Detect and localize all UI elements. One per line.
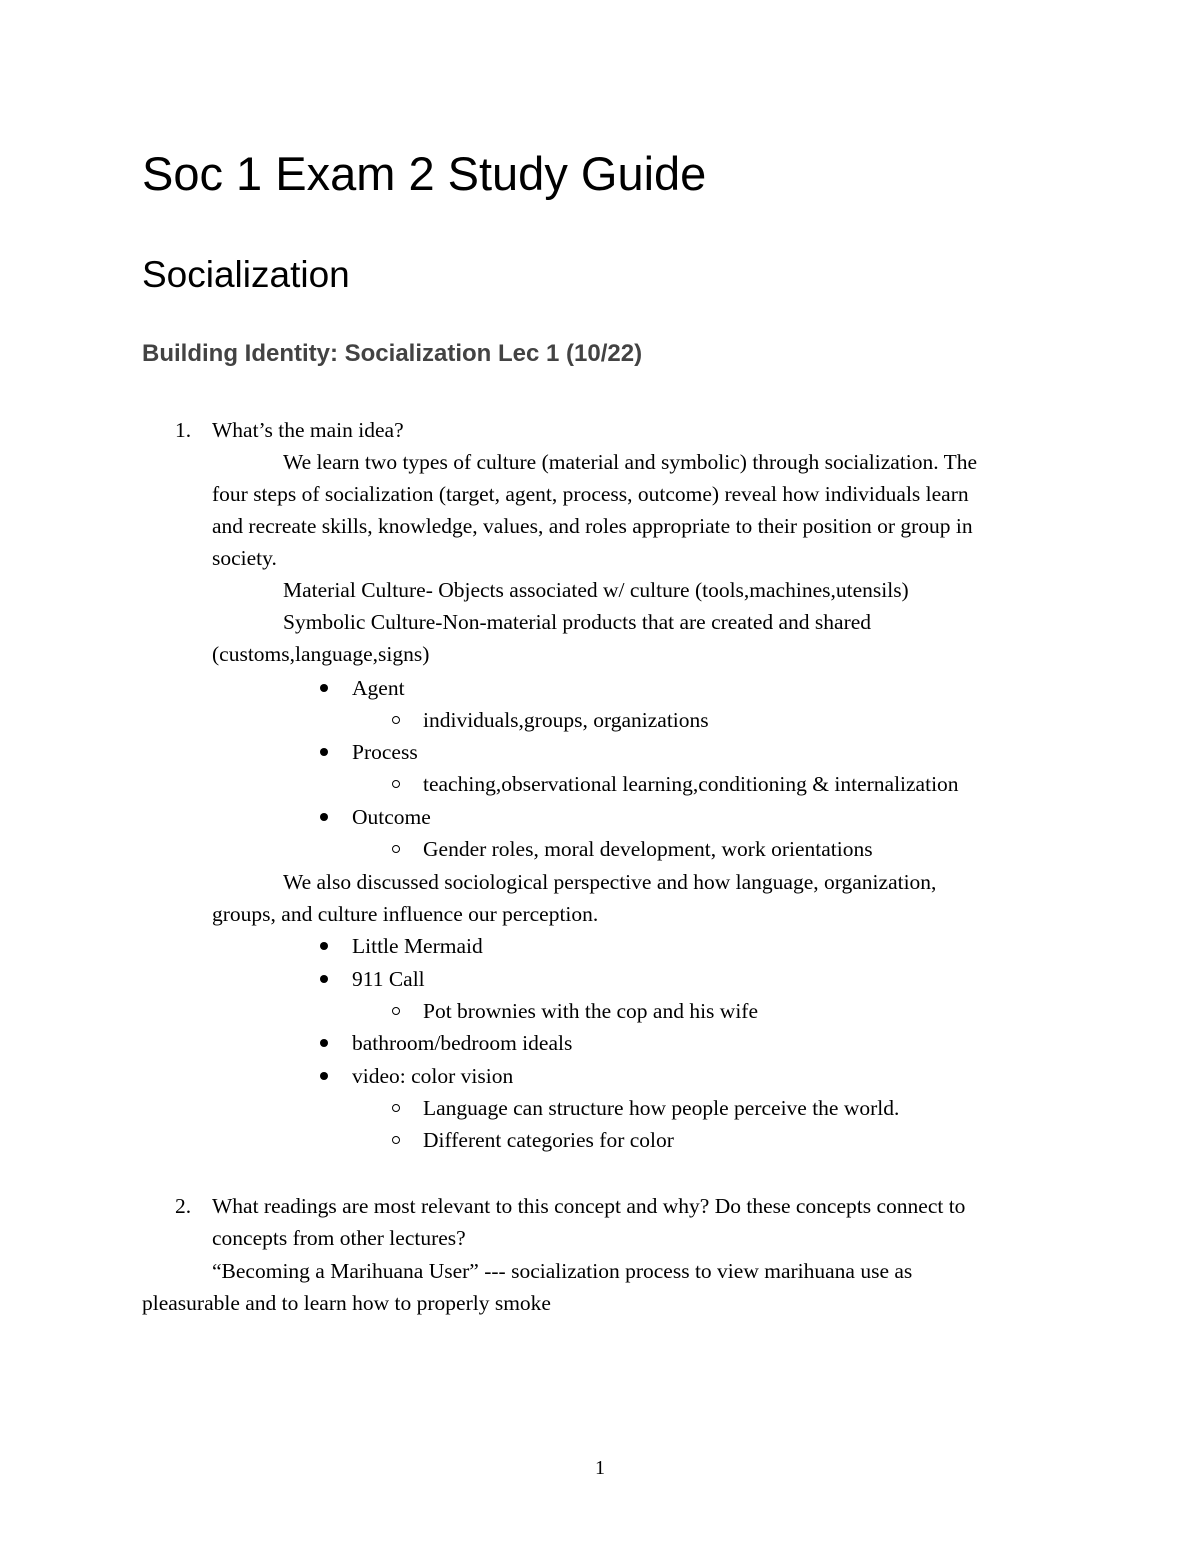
sub-list-item: Different categories for color <box>423 1128 674 1152</box>
sub-bullet-icon <box>392 1007 400 1015</box>
sub-bullet-icon <box>392 1136 400 1144</box>
sub-bullet-icon <box>392 845 400 853</box>
sub-list-item: Pot brownies with the cop and his wife <box>423 999 758 1023</box>
bullet-icon <box>320 684 328 692</box>
symbolic-culture-line: (customs,language,signs) <box>212 642 430 666</box>
list-number: 1. <box>175 418 192 442</box>
paragraph-line: groups, and culture influence our perception. <box>212 902 599 926</box>
sub-bullet-icon <box>392 1104 400 1112</box>
question-text: What readings are most relevant to this concept and why? Do these concepts connect to <box>212 1194 966 1218</box>
section-heading: Socialization <box>142 254 350 295</box>
list-item: video: color vision <box>352 1064 514 1088</box>
bullet-icon <box>320 975 328 983</box>
paragraph-line: society. <box>212 546 277 570</box>
material-culture-line: Material Culture- Objects associated w/ culture (tools,machines,utensils) <box>283 578 909 602</box>
paragraph-line: We also discussed sociological perspective and how language, organization, <box>283 870 937 894</box>
sub-bullet-icon <box>392 780 400 788</box>
document-title: Soc 1 Exam 2 Study Guide <box>142 147 707 200</box>
bullet-icon <box>320 1072 328 1080</box>
list-item: Agent <box>352 676 405 700</box>
symbolic-culture-line: Symbolic Culture-Non-material products that are created and shared <box>283 610 872 634</box>
list-item: bathroom/bedroom ideals <box>352 1031 573 1055</box>
bullet-icon <box>320 813 328 821</box>
sub-list-item: Gender roles, moral development, work orientations <box>423 837 873 861</box>
answer-line: “Becoming a Marihuana User” --- socialization process to view marihuana use as <box>212 1259 913 1283</box>
paragraph-line: four steps of socialization (target, agent, process, outcome) reveal how individuals learn <box>212 482 969 506</box>
list-item: Outcome <box>352 805 431 829</box>
bullet-icon <box>320 1039 328 1047</box>
page-number: 1 <box>595 1457 605 1479</box>
question-text: What’s the main idea? <box>212 418 404 442</box>
paragraph-line: and recreate skills, knowledge, values, and roles appropriate to their position or group in <box>212 514 973 538</box>
list-number: 2. <box>175 1194 192 1218</box>
sub-list-item: teaching,observational learning,conditioning & internalization <box>423 772 959 796</box>
bullet-icon <box>320 942 328 950</box>
sub-list-item: Language can structure how people perceive the world. <box>423 1096 900 1120</box>
bullet-icon <box>320 748 328 756</box>
list-item: Process <box>352 740 418 764</box>
subsection-heading: Building Identity: Socialization Lec 1 (10/22) <box>142 340 643 367</box>
list-item: Little Mermaid <box>352 934 483 958</box>
paragraph-line: We learn two types of culture (material and symbolic) through socialization. The <box>283 450 978 474</box>
sub-bullet-icon <box>392 716 400 724</box>
sub-list-item: individuals,groups, organizations <box>423 708 709 732</box>
answer-line: pleasurable and to learn how to properly smoke <box>142 1291 551 1315</box>
list-item: 911 Call <box>352 967 425 991</box>
question-text: concepts from other lectures? <box>212 1226 466 1250</box>
